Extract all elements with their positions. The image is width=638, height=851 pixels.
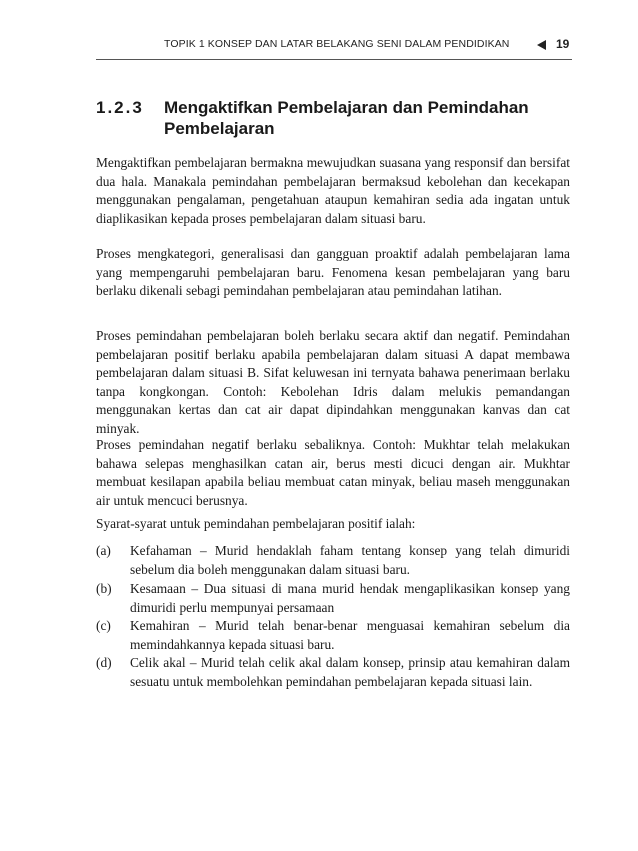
header-rule: [96, 59, 572, 60]
running-header-title: TOPIK 1 KONSEP DAN LATAR BELAKANG SENI DALAM PENDIDIKAN: [164, 38, 510, 50]
list-item-text: Kemahiran – Murid telah benar-benar menguasai kemahiran sebelum dia memindahkannya kepada situasi baru.: [130, 618, 570, 652]
list-item-text: Kefahaman – Murid hendaklah faham tentang konsep yang telah dimuridi sebelum dia boleh menggunakan dalam situasi baru.: [130, 543, 570, 577]
list-item-label: (a): [96, 543, 111, 558]
page-number: 19: [556, 37, 570, 51]
list-item-label: (d): [96, 655, 112, 670]
list-item-text: Celik akal – Murid telah celik akal dalam konsep, prinsip atau kemahiran dalam sesuatu untuk membolehkan pemindahan pembelajaran kepada situasi lain.: [130, 655, 570, 689]
paragraph: Mengaktifkan pembelajaran bermakna mewujudkan suasana yang responsif dan bersifat dua hala. Manakala pemindahan pembelajaran bermaksud kebolehan dan kecekapan menggunakan pengalaman, pengetahuan ataupun kemahiran sedia ada ingatan untuk diaplikasikan kepada proses pembelajaran dalam situasi baru.: [96, 155, 570, 226]
paragraph: Proses mengkategori, generalisasi dan gangguan proaktif adalah pembelajaran lama yang mempengaruhi pembelajaran baru. Fenomena kesan pembelajaran yang baru berlaku dikenali sebagi pemindahan pembelajaran atau pemindahan latihan.: [96, 246, 570, 299]
left-triangle-icon: [537, 40, 546, 50]
paragraph: Proses pemindahan negatif berlaku sebaliknya. Contoh: Mukhtar telah melakukan bahawa selepas menghasilkan catan air, berus mesti dicuci dengan air. Mukhtar membuat kesilapan apabila beliau membuat catan minyak, beliau maseh menggunakan air untuk mencuci berusnya.: [96, 437, 570, 508]
list-item-text: Kesamaan – Dua situasi di mana murid hendak mengaplikasikan konsep yang dimuridi perlu mempunyai persamaan: [130, 581, 570, 615]
list-item-label: (b): [96, 581, 112, 596]
section-number: 1.2.3: [96, 98, 144, 117]
list-intro: Syarat-syarat untuk pemindahan pembelajaran positif ialah:: [96, 516, 416, 531]
section-title: Mengaktifkan Pembelajaran dan Pemindahan Pembelajaran: [164, 98, 529, 138]
paragraph: Proses pemindahan pembelajaran boleh berlaku secara aktif dan negatif. Pemindahan pembelajaran positif berlaku apabila pembelajaran dalam situasi A dapat membawa pembelajaran dalam situasi B. Sifat keluwesan ini ternyata bahawa penerimaan berlaku tanpa kongkongan. Contoh: Kebolehan Idris dalam melukis pemandangan menggunakan kertas dan cat air dapat dipindahkan menggunakan kanvas dan cat minyak.: [96, 328, 570, 436]
list-item-label: (c): [96, 618, 111, 633]
running-header: [96, 38, 572, 60]
